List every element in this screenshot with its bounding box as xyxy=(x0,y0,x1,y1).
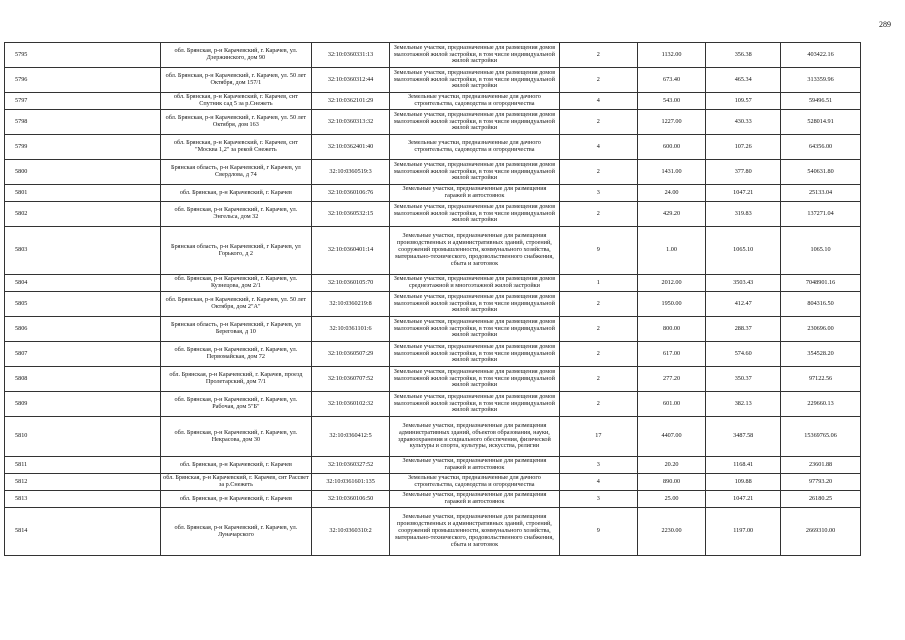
table-row xyxy=(5,275,861,292)
address-cell: обл. Брянская, р-н Карачевский, г. Карачев, снт "Москва 1,2" за рекой Снежеть xyxy=(160,135,312,160)
table-row xyxy=(5,227,861,275)
cadastral-value-cell: 97122.56 xyxy=(781,367,861,392)
specific-value-cell: 356.38 xyxy=(706,43,781,68)
address-cell: Брянская область, р-н Карачевский, г Карачев, ул Горького, д 2 xyxy=(160,227,312,275)
area-cell: 4407.00 xyxy=(637,417,706,457)
cadastral-number-cell: 32:10:0360312:44 xyxy=(312,68,390,93)
cadastral-number-cell: 32:10:0360105:70 xyxy=(312,275,390,292)
group-cell: 2 xyxy=(559,110,637,135)
table-row xyxy=(5,93,861,110)
group-cell: 2 xyxy=(559,160,637,185)
land-use-cell: Земельные участки, предназначенные для дачного строительства, садоводства и огородничества xyxy=(389,135,559,160)
cadastral-value-cell: 528014.91 xyxy=(781,110,861,135)
cadastral-value-cell: 59496.51 xyxy=(781,93,861,110)
area-cell: 1431.00 xyxy=(637,160,706,185)
table-row xyxy=(5,160,861,185)
group-cell: 4 xyxy=(559,93,637,110)
specific-value-cell: 574.60 xyxy=(706,342,781,367)
cadastral-value-cell: 230696.00 xyxy=(781,317,861,342)
land-use-cell: Земельные участки, предназначенные для дачного строительства, садоводства и огородничества xyxy=(389,93,559,110)
row-number-cell: 5798 xyxy=(5,110,161,135)
specific-value-cell: 1168.41 xyxy=(706,457,781,474)
group-cell: 2 xyxy=(559,292,637,317)
area-cell: 429.20 xyxy=(637,202,706,227)
land-use-cell: Земельные участки, предназначенные для размещения домов малоэтажной жилой застройки, в том числе индивидуальной жилой застройки xyxy=(389,68,559,93)
group-cell: 2 xyxy=(559,367,637,392)
row-number-cell: 5814 xyxy=(5,508,161,556)
cadastral-number-cell: 32:10:0360219:8 xyxy=(312,292,390,317)
cadastral-value-cell: 2669310.00 xyxy=(781,508,861,556)
group-cell: 3 xyxy=(559,185,637,202)
land-use-cell: Земельные участки, предназначенные для размещения домов малоэтажной жилой застройки, в том числе индивидуальной жилой застройки xyxy=(389,110,559,135)
land-use-cell: Земельные участки, предназначенные для размещения административных зданий, объектов образования, науки, здравоохранения и социального обеспечения, физической культуры и спорта, культуры, искусства, религии xyxy=(389,417,559,457)
address-cell: обл. Брянская, р-н Карачевский, г. Карачев, ул. Энгельса, дом 32 xyxy=(160,202,312,227)
row-number-cell: 5796 xyxy=(5,68,161,93)
area-cell: 24.00 xyxy=(637,185,706,202)
table-row xyxy=(5,317,861,342)
table-row xyxy=(5,110,861,135)
cadastral-value-cell: 1065.10 xyxy=(781,227,861,275)
specific-value-cell: 109.57 xyxy=(706,93,781,110)
address-cell: обл. Брянская, р-н Карачевский, г. Карачев, проезд Пролетарский, дом 7/1 xyxy=(160,367,312,392)
row-number-cell: 5811 xyxy=(5,457,161,474)
land-use-cell: Земельные участки, предназначенные для размещения производственных и административных зданий, строений, сооружений промышленности, коммунального хозяйства, материально-технического, продовольственного снабжения, сбыта и заготовок xyxy=(389,227,559,275)
area-cell: 1132.00 xyxy=(637,43,706,68)
land-use-cell: Земельные участки, предназначенные для размещения производственных и административных зданий, строений, сооружений промышленности, коммунального хозяйства, материально-технического, продовольственного снабжения, сбыта и заготовок xyxy=(389,508,559,556)
address-cell: обл. Брянская, р-н Карачевский, г. Карачев, ул. Дзержинского, дом 90 xyxy=(160,43,312,68)
cadastral-number-cell: 32:10:0360313:32 xyxy=(312,110,390,135)
table-row xyxy=(5,392,861,417)
land-use-cell: Земельные участки, предназначенные для размещения домов среднеэтажной и многоэтажной жилой застройки xyxy=(389,275,559,292)
cadastral-value-cell: 7048901.16 xyxy=(781,275,861,292)
cadastral-value-cell: 64356.00 xyxy=(781,135,861,160)
table-row xyxy=(5,417,861,457)
area-cell: 277.20 xyxy=(637,367,706,392)
specific-value-cell: 3503.43 xyxy=(706,275,781,292)
group-cell: 2 xyxy=(559,317,637,342)
table-row xyxy=(5,68,861,93)
cadastral-number-cell: 32:10:0362101:29 xyxy=(312,93,390,110)
land-use-cell: Земельные участки, предназначенные для размещения домов малоэтажной жилой застройки, в том числе индивидуальной жилой застройки xyxy=(389,160,559,185)
table-row xyxy=(5,135,861,160)
cadastral-number-cell: 32:10:0360106:76 xyxy=(312,185,390,202)
cadastral-value-cell: 97793.20 xyxy=(781,474,861,491)
land-use-cell: Земельные участки, предназначенные для размещения домов малоэтажной жилой застройки, в том числе индивидуальной жилой застройки xyxy=(389,367,559,392)
cadastral-value-cell: 26180.25 xyxy=(781,491,861,508)
land-use-cell: Земельные участки, предназначенные для размещения гаражей и автостоянок xyxy=(389,491,559,508)
table-row xyxy=(5,43,861,68)
land-use-cell: Земельные участки, предназначенные для дачного строительства, садоводства и огородничества xyxy=(389,474,559,491)
row-number-cell: 5803 xyxy=(5,227,161,275)
row-number-cell: 5800 xyxy=(5,160,161,185)
row-number-cell: 5797 xyxy=(5,93,161,110)
address-cell: Брянская область, р-н Карачевский, г Карачев, ул Береговая, д 10 xyxy=(160,317,312,342)
area-cell: 543.00 xyxy=(637,93,706,110)
group-cell: 4 xyxy=(559,474,637,491)
table-row xyxy=(5,457,861,474)
table-row xyxy=(5,491,861,508)
cadastral-number-cell: 32:10:0360106:50 xyxy=(312,491,390,508)
table-row xyxy=(5,292,861,317)
land-use-cell: Земельные участки, предназначенные для размещения домов малоэтажной жилой застройки, в том числе индивидуальной жилой застройки xyxy=(389,202,559,227)
row-number-cell: 5808 xyxy=(5,367,161,392)
table-row xyxy=(5,367,861,392)
cadastral-value-cell: 229660.13 xyxy=(781,392,861,417)
address-cell: обл. Брянская, р-н Карачевский, г. Карачев xyxy=(160,491,312,508)
cadastral-number-cell: 32:10:0360507:29 xyxy=(312,342,390,367)
group-cell: 3 xyxy=(559,457,637,474)
row-number-cell: 5795 xyxy=(5,43,161,68)
cadastral-value-cell: 313359.96 xyxy=(781,68,861,93)
specific-value-cell: 1197.00 xyxy=(706,508,781,556)
address-cell: обл. Брянская, р-н Карачевский, г. Карачев, ул. Кузнецова, дом 2/1 xyxy=(160,275,312,292)
page-number: 289 xyxy=(879,20,891,29)
group-cell: 2 xyxy=(559,68,637,93)
row-number-cell: 5807 xyxy=(5,342,161,367)
address-cell: обл. Брянская, р-н Карачевский, г. Карачев, ул. 50 лет Октября, дом 2"А" xyxy=(160,292,312,317)
area-cell: 890.00 xyxy=(637,474,706,491)
area-cell: 800.00 xyxy=(637,317,706,342)
cadastral-number-cell: 32:10:0361101:6 xyxy=(312,317,390,342)
table-row xyxy=(5,202,861,227)
specific-value-cell: 350.37 xyxy=(706,367,781,392)
area-cell: 1.00 xyxy=(637,227,706,275)
address-cell: обл. Брянская, р-н Карачевский, г. Карачев, ул. 50 лет Октября, дом 163 xyxy=(160,110,312,135)
area-cell: 1950.00 xyxy=(637,292,706,317)
address-cell: обл. Брянская, р-н Карачевский, г. Карачев, ул. Первомайская, дом 72 xyxy=(160,342,312,367)
address-cell: обл. Брянская, р-н Карачевский, г. Карачев, снт Рассвет за р.Снежеть xyxy=(160,474,312,491)
row-number-cell: 5802 xyxy=(5,202,161,227)
group-cell: 2 xyxy=(559,43,637,68)
row-number-cell: 5801 xyxy=(5,185,161,202)
address-cell: Брянская область, р-н Карачевский, г Карачев, ул Свердлова, д 74 xyxy=(160,160,312,185)
specific-value-cell: 382.13 xyxy=(706,392,781,417)
area-cell: 2230.00 xyxy=(637,508,706,556)
cadastral-number-cell: 32:10:0360707:52 xyxy=(312,367,390,392)
group-cell: 3 xyxy=(559,491,637,508)
cadastral-number-cell: 32:10:0362401:40 xyxy=(312,135,390,160)
cadastral-number-cell: 32:10:0360310:2 xyxy=(312,508,390,556)
cadastral-value-cell: 15369765.06 xyxy=(781,417,861,457)
specific-value-cell: 1065.10 xyxy=(706,227,781,275)
row-number-cell: 5813 xyxy=(5,491,161,508)
address-cell: обл. Брянская, р-н Карачевский, г. Карачев xyxy=(160,185,312,202)
group-cell: 9 xyxy=(559,227,637,275)
row-number-cell: 5799 xyxy=(5,135,161,160)
address-cell: обл. Брянская, р-н Карачевский, г. Карачев, ул. 50 лет Октября, дом 157/1 xyxy=(160,68,312,93)
specific-value-cell: 430.33 xyxy=(706,110,781,135)
group-cell: 17 xyxy=(559,417,637,457)
group-cell: 4 xyxy=(559,135,637,160)
specific-value-cell: 107.26 xyxy=(706,135,781,160)
area-cell: 1227.00 xyxy=(637,110,706,135)
cadastral-value-cell: 403422.16 xyxy=(781,43,861,68)
row-number-cell: 5809 xyxy=(5,392,161,417)
cadastral-value-cell: 354528.20 xyxy=(781,342,861,367)
specific-value-cell: 3487.58 xyxy=(706,417,781,457)
cadastral-number-cell: 32:10:0360412:5 xyxy=(312,417,390,457)
cadastral-value-cell: 137271.04 xyxy=(781,202,861,227)
row-number-cell: 5812 xyxy=(5,474,161,491)
specific-value-cell: 109.88 xyxy=(706,474,781,491)
area-cell: 600.00 xyxy=(637,135,706,160)
cadastral-value-cell: 25133.04 xyxy=(781,185,861,202)
address-cell: обл. Брянская, р-н Карачевский, г. Карачев, ул. Некрасова, дом 30 xyxy=(160,417,312,457)
cadastral-number-cell: 32:10:0360519:3 xyxy=(312,160,390,185)
specific-value-cell: 288.37 xyxy=(706,317,781,342)
specific-value-cell: 319.83 xyxy=(706,202,781,227)
area-cell: 2012.00 xyxy=(637,275,706,292)
cadastral-number-cell: 32:10:0361601:135 xyxy=(312,474,390,491)
table-row xyxy=(5,185,861,202)
cadastral-number-cell: 32:10:0360331:13 xyxy=(312,43,390,68)
land-cadastral-table xyxy=(4,42,861,556)
cadastral-number-cell: 32:10:0360401:14 xyxy=(312,227,390,275)
land-use-cell: Земельные участки, предназначенные для размещения гаражей и автостоянок xyxy=(389,457,559,474)
address-cell: обл. Брянская, р-н Карачевский, г. Карачев, ул. Рабочая, дом 5"Б" xyxy=(160,392,312,417)
land-use-cell: Земельные участки, предназначенные для размещения домов малоэтажной жилой застройки, в том числе индивидуальной жилой застройки xyxy=(389,292,559,317)
cadastral-number-cell: 32:10:0360532:15 xyxy=(312,202,390,227)
group-cell: 9 xyxy=(559,508,637,556)
area-cell: 20.20 xyxy=(637,457,706,474)
table-row xyxy=(5,474,861,491)
specific-value-cell: 412.47 xyxy=(706,292,781,317)
table-row xyxy=(5,342,861,367)
group-cell: 2 xyxy=(559,202,637,227)
row-number-cell: 5804 xyxy=(5,275,161,292)
row-number-cell: 5805 xyxy=(5,292,161,317)
area-cell: 673.40 xyxy=(637,68,706,93)
table-row xyxy=(5,508,861,556)
group-cell: 2 xyxy=(559,342,637,367)
specific-value-cell: 1047.21 xyxy=(706,185,781,202)
land-use-cell: Земельные участки, предназначенные для размещения домов малоэтажной жилой застройки, в том числе индивидуальной жилой застройки xyxy=(389,317,559,342)
cadastral-number-cell: 32:10:0360102:32 xyxy=(312,392,390,417)
specific-value-cell: 377.80 xyxy=(706,160,781,185)
cadastral-number-cell: 32:10:0360327:52 xyxy=(312,457,390,474)
group-cell: 1 xyxy=(559,275,637,292)
address-cell: обл. Брянская, р-н Карачевский, г. Карачев, ул. Луначарского xyxy=(160,508,312,556)
row-number-cell: 5806 xyxy=(5,317,161,342)
cadastral-value-cell: 804316.50 xyxy=(781,292,861,317)
cadastral-value-cell: 23601.88 xyxy=(781,457,861,474)
specific-value-cell: 1047.21 xyxy=(706,491,781,508)
cadastral-value-cell: 540631.80 xyxy=(781,160,861,185)
area-cell: 617.00 xyxy=(637,342,706,367)
area-cell: 25.00 xyxy=(637,491,706,508)
specific-value-cell: 465.34 xyxy=(706,68,781,93)
table-body xyxy=(5,43,861,556)
land-use-cell: Земельные участки, предназначенные для размещения домов малоэтажной жилой застройки, в том числе индивидуальной жилой застройки xyxy=(389,43,559,68)
land-use-cell: Земельные участки, предназначенные для размещения гаражей и автостоянок xyxy=(389,185,559,202)
address-cell: обл. Брянская, р-н Карачевский, г. Карачев xyxy=(160,457,312,474)
land-use-cell: Земельные участки, предназначенные для размещения домов малоэтажной жилой застройки, в том числе индивидуальной жилой застройки xyxy=(389,342,559,367)
land-use-cell: Земельные участки, предназначенные для размещения домов малоэтажной жилой застройки, в том числе индивидуальной жилой застройки xyxy=(389,392,559,417)
area-cell: 601.00 xyxy=(637,392,706,417)
row-number-cell: 5810 xyxy=(5,417,161,457)
address-cell: обл. Брянская, р-н Карачевский, г. Карачев, снт Спутник сад 5 за р.Снежеть xyxy=(160,93,312,110)
group-cell: 2 xyxy=(559,392,637,417)
